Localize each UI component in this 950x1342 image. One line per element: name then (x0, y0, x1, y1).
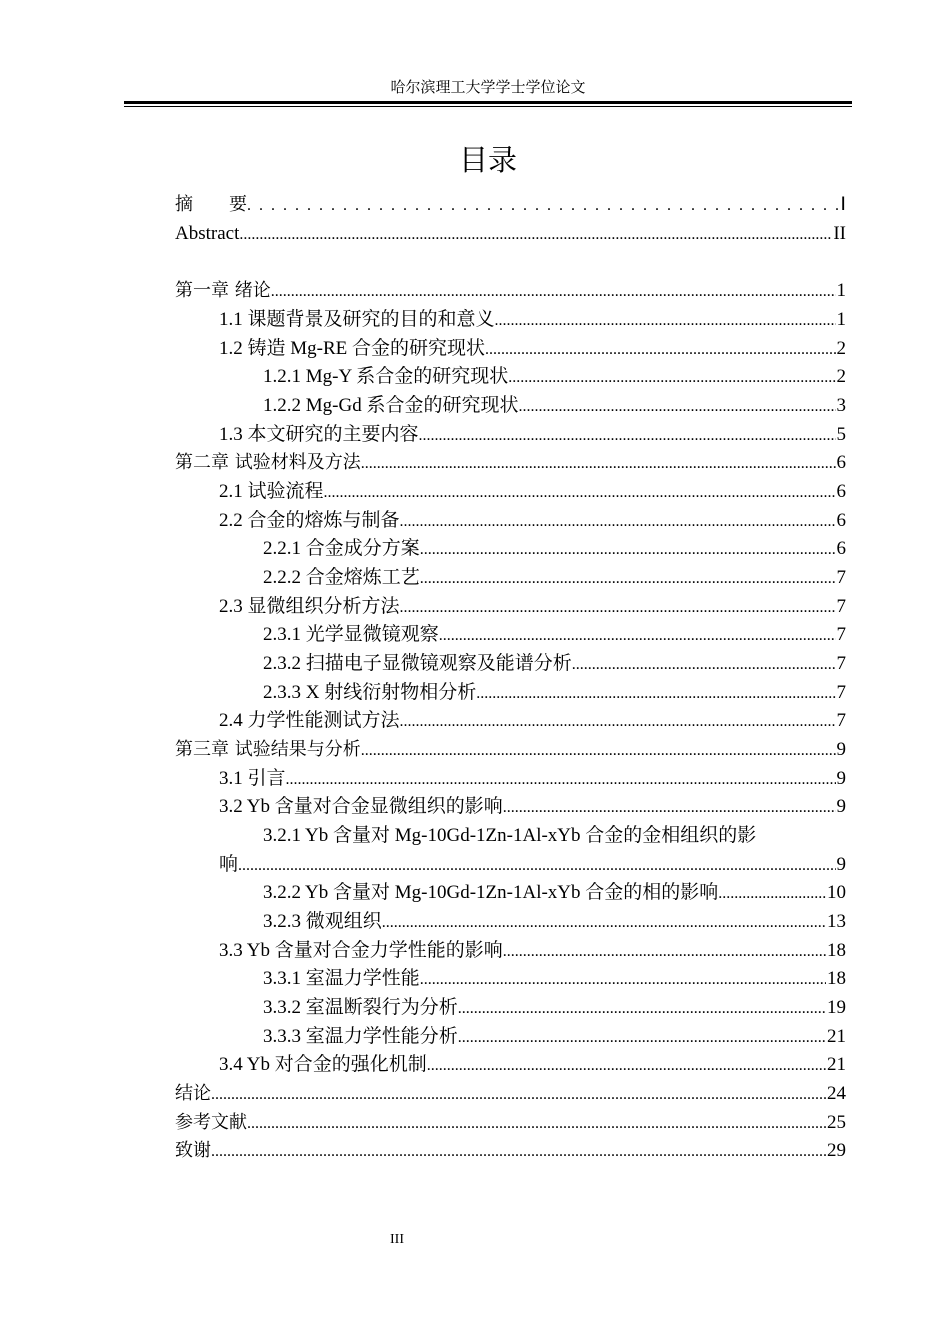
toc-leader (439, 621, 836, 650)
toc-leader (382, 908, 826, 937)
page-number: III (390, 1232, 404, 1247)
toc-entry-3-2[interactable] (219, 792, 846, 821)
toc-entry-2-2-1[interactable] (263, 534, 846, 563)
toc-label: 摘 要 (175, 194, 247, 215)
toc-label: 2.4 力学性能测试方法 (219, 710, 400, 731)
toc-leader (458, 1023, 826, 1052)
page-title: 目录 (458, 143, 517, 177)
toc-entry-3-2-1[interactable] (219, 850, 846, 879)
toc-leader (211, 1080, 826, 1109)
toc-page: 2 (836, 338, 846, 359)
toc-entry-3-2-3[interactable] (263, 907, 846, 936)
toc-page: 6 (836, 510, 846, 531)
toc-page: 21 (827, 1054, 846, 1075)
toc-entry-1-2[interactable] (219, 334, 846, 363)
toc-label: 第一章 绪论 (175, 280, 271, 301)
toc-leader (400, 707, 836, 736)
toc-leader (247, 1109, 826, 1138)
toc-page: 1 (836, 309, 846, 330)
toc-leader (503, 937, 826, 966)
toc-page: 3 (836, 395, 846, 416)
toc-leader (247, 191, 839, 220)
toc-page: 18 (827, 968, 846, 989)
toc-leader (518, 392, 835, 421)
toc-leader (324, 478, 836, 507)
toc-label: 2.2.2 合金熔炼工艺 (263, 567, 420, 588)
toc-label: 1.2.1 Mg-Y 系合金的研究现状 (263, 366, 509, 387)
toc-leader (458, 994, 826, 1023)
toc-page: 9 (836, 739, 846, 760)
toc-label: 2.3.1 光学显微镜观察 (263, 624, 439, 645)
toc-leader (419, 421, 836, 450)
toc-label: 致谢 (175, 1140, 211, 1161)
toc-page: 9 (836, 854, 846, 875)
toc-entry-2-1[interactable] (219, 477, 846, 506)
toc-page: 10 (827, 882, 846, 903)
toc-leader (495, 306, 836, 335)
toc-leader (420, 965, 826, 994)
toc-leader (427, 1051, 826, 1080)
toc-entry-3-1[interactable] (219, 764, 846, 793)
toc-page: 21 (827, 1026, 846, 1047)
toc-leader (476, 679, 835, 708)
toc-leader (286, 765, 836, 794)
toc-entry-1-3[interactable] (219, 420, 846, 449)
toc-page: 29 (827, 1140, 846, 1161)
toc-entry-chapter-2[interactable] (175, 448, 846, 477)
toc-entry-3-2-1-line1[interactable]: 3.2.1 Yb 含量对 Mg-10Gd-1Zn-1Al-xYb 合金的金相组织的影 (263, 825, 757, 846)
toc-entry-2-4[interactable] (219, 706, 846, 735)
toc-label: 2.3.3 X 射线衍射物相分析 (263, 682, 477, 703)
toc-label: 1.2.2 Mg-Gd 系合金的研究现状 (263, 395, 519, 416)
toc-entry-1-1[interactable] (219, 305, 846, 334)
toc-page: I (840, 193, 846, 215)
toc-page: 18 (827, 940, 846, 961)
toc-leader (572, 650, 836, 679)
toc-label: 3.1 引言 (219, 768, 286, 789)
toc-label: 1.1 课题背景及研究的目的和意义 (219, 309, 495, 330)
toc-entry-conclusion[interactable] (175, 1079, 846, 1108)
toc-leader (420, 535, 836, 564)
toc-leader (400, 507, 836, 536)
toc-label: 3.3.3 室温力学性能分析 (263, 1026, 458, 1047)
toc-leader (508, 363, 835, 392)
toc-label: Abstract (175, 223, 240, 244)
toc-entry-3-3-2[interactable] (263, 993, 846, 1022)
toc-label: 3.2 Yb 含量对合金显微组织的影响 (219, 796, 503, 817)
toc-label: 3.3.2 室温断裂行为分析 (263, 997, 458, 1018)
toc-page: 24 (827, 1083, 846, 1104)
toc-entry-2-3-3[interactable] (263, 678, 846, 707)
toc-label: 3.3 Yb 含量对合金力学性能的影响 (219, 940, 503, 961)
toc-leader (211, 1137, 826, 1166)
toc-label: 1.3 本文研究的主要内容 (219, 424, 419, 445)
toc-page: 2 (836, 366, 846, 387)
toc-leader (238, 851, 835, 880)
toc-page: 7 (836, 710, 846, 731)
toc-entry-acknowledgements[interactable] (175, 1136, 846, 1165)
toc-leader (718, 879, 826, 908)
toc-label: 2.1 试验流程 (219, 481, 324, 502)
toc-leader (503, 793, 836, 822)
toc-page: 7 (836, 624, 846, 645)
toc-page: 7 (836, 567, 846, 588)
toc-entry-3-4[interactable] (219, 1050, 846, 1079)
header-rule-thick (124, 101, 852, 104)
toc-page: 6 (836, 538, 846, 559)
toc-label: 3.4 Yb 对合金的强化机制 (219, 1054, 427, 1075)
toc-label: 2.2 合金的熔炼与制备 (219, 510, 400, 531)
toc-leader (420, 564, 836, 593)
toc-entry-references[interactable] (175, 1108, 846, 1137)
toc-entry-abstract-cn[interactable] (175, 190, 846, 219)
toc-label: 结论 (175, 1083, 211, 1104)
toc-entry-chapter-1[interactable] (175, 276, 846, 305)
toc-page: 1 (836, 280, 846, 301)
toc-leader (485, 335, 835, 364)
toc-page: II (833, 223, 846, 244)
toc-leader (271, 277, 836, 306)
toc-entry-3-2-2[interactable] (263, 878, 846, 907)
toc-label: 2.3.2 扫描电子显微镜观察及能谱分析 (263, 653, 572, 674)
toc-leader (400, 593, 836, 622)
toc-label: 3.3.1 室温力学性能 (263, 968, 420, 989)
toc-label: 2.3 显微组织分析方法 (219, 596, 400, 617)
toc-page: 25 (827, 1112, 846, 1133)
toc-page: 13 (827, 911, 846, 932)
toc-entry-2-3-1[interactable] (263, 620, 846, 649)
toc-entry-chapter-3[interactable] (175, 735, 846, 764)
toc-leader (361, 449, 836, 478)
toc-page: 7 (836, 653, 846, 674)
toc-entry-abstract-en[interactable] (175, 219, 846, 248)
toc-label: 1.2 铸造 Mg-RE 合金的研究现状 (219, 338, 486, 359)
toc-leader (239, 220, 832, 249)
toc-entry-2-2-2[interactable] (263, 563, 846, 592)
toc-label: 第三章 试验结果与分析 (175, 739, 361, 760)
running-header: 哈尔滨理工大学学士学位论文 (390, 80, 586, 96)
toc-label: 响 (219, 854, 239, 875)
toc-page: 9 (836, 768, 846, 789)
toc-entry-3-3[interactable] (219, 936, 846, 965)
toc-entry-2-3[interactable] (219, 592, 846, 621)
toc-label: 3.2.3 微观组织 (263, 911, 382, 932)
toc-page: 19 (827, 997, 846, 1018)
toc-entry-3-3-3[interactable] (263, 1022, 846, 1051)
toc-entry-2-3-2[interactable] (263, 649, 846, 678)
toc-page: 7 (836, 596, 846, 617)
toc-page: 7 (836, 682, 846, 703)
header-rule-thin (124, 106, 852, 107)
toc-label: 2.2.1 合金成分方案 (263, 538, 420, 559)
toc-label: 参考文献 (175, 1112, 247, 1133)
toc-entry-1-2-1[interactable] (263, 362, 846, 391)
toc-entry-3-3-1[interactable] (263, 964, 846, 993)
toc-page: 5 (836, 424, 846, 445)
toc-leader (361, 736, 836, 765)
toc-page: 6 (836, 452, 846, 473)
toc-entry-2-2[interactable] (219, 506, 846, 535)
toc-page: 9 (836, 796, 846, 817)
toc-entry-1-2-2[interactable] (263, 391, 846, 420)
toc-label: 3.2.2 Yb 含量对 Mg-10Gd-1Zn-1Al-xYb 合金的相的影响 (263, 882, 719, 903)
toc-label: 第二章 试验材料及方法 (175, 452, 361, 473)
toc-page: 6 (836, 481, 846, 502)
